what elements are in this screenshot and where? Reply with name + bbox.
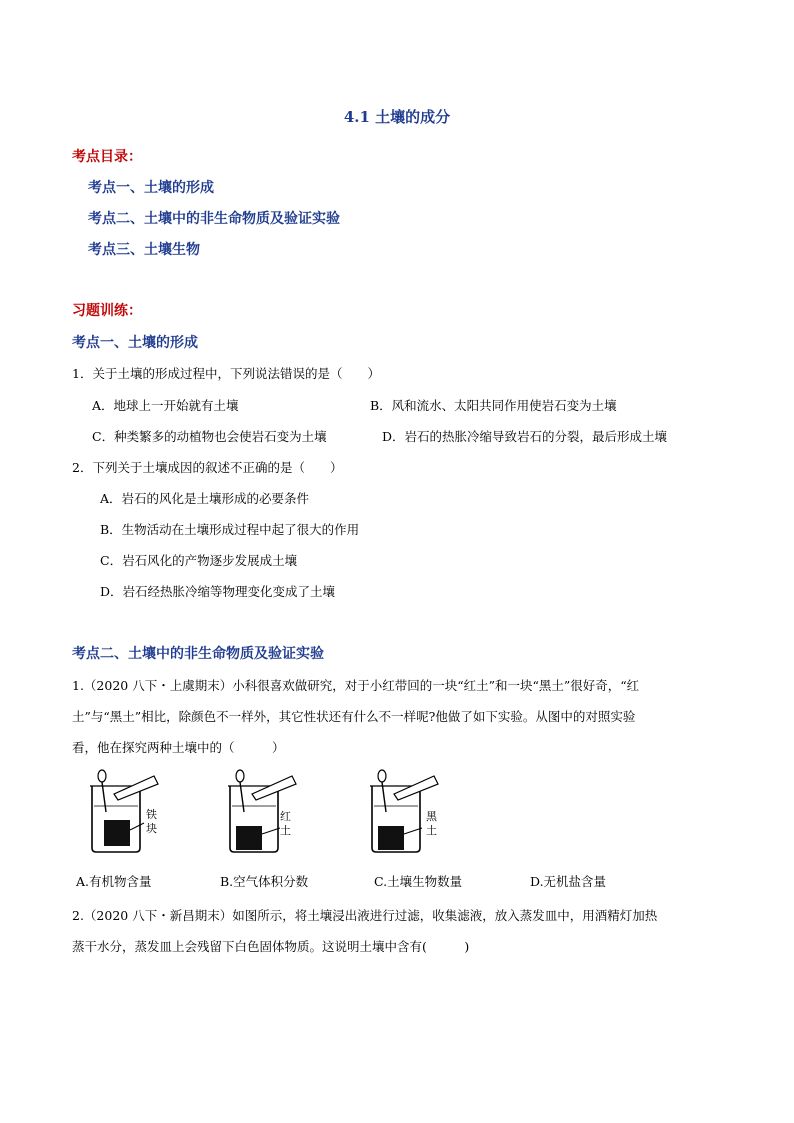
s1-q2-option-b: B．生物活动在土壤形成过程中起了很大的作用 — [100, 522, 360, 537]
s2-q1-option-b: B.空气体积分数 — [220, 874, 309, 889]
s2-q2-line-1: 2.（2020 八下・新昌期末）如图所示，将土壤浸出液进行过滤，收集滤液，放入蒸发皿中，用酒精灯加热 — [72, 908, 658, 923]
page-title: 4.1 土壤的成分 — [343, 108, 451, 126]
beaker-iron-figure — [84, 768, 174, 858]
beaker-black-soil-figure — [364, 768, 454, 858]
practice-heading: 习题训练： — [72, 303, 142, 319]
s2-q1-option-d: D.无机盐含量 — [530, 874, 607, 889]
figure1-label-top: 铁 — [146, 808, 157, 821]
figure3-label-bottom: 土 — [426, 824, 437, 837]
test-tube-icon — [252, 776, 296, 800]
black-soil-block-icon — [378, 826, 404, 850]
s1-q1-option-b: B．风和流水、太阳共同作用使岩石变为土壤 — [370, 398, 617, 413]
section1-heading: 考点一、土壤的形成 — [72, 335, 198, 351]
s2-q1-line-1: 1.（2020 八下・上虞期末）小科很喜欢做研究，对于小红带回的一块“红土”和一块“黑土”很好奇，“红 — [72, 678, 640, 693]
s2-q1-option-a: A.有机物含量 — [76, 874, 152, 889]
s2-q1-line-3: 看，他在探究两种土壤中的（ ） — [72, 740, 285, 755]
toc-item-3: 考点三、土壤生物 — [88, 242, 200, 258]
s1-q2-option-a: A．岩石的风化是土壤形成的必要条件 — [100, 491, 310, 506]
s1-q1-option-c: C．种类繁多的动植物也会使岩石变为土壤 — [92, 429, 327, 444]
s1-q1-option-a: A．地球上一开始就有土壤 — [92, 398, 239, 413]
iron-block-icon — [104, 820, 130, 846]
test-tube-icon — [394, 776, 438, 800]
section2-heading: 考点二、土壤中的非生命物质及验证实验 — [72, 646, 324, 662]
s1-q1-stem: 1．关于土壤的形成过程中，下列说法错误的是（ ） — [72, 366, 380, 381]
s2-q1-option-c: C.土壤生物数量 — [374, 874, 463, 889]
s1-q1-option-d: D．岩石的热胀冷缩导致岩石的分裂，最后形成土壤 — [382, 429, 668, 444]
s2-q2-line-2: 蒸干水分，蒸发皿上会残留下白色固体物质。这说明土壤中含有( ) — [72, 939, 470, 954]
figure2-label-bottom: 土 — [280, 824, 291, 837]
figure3-label-top: 黑 — [426, 810, 437, 823]
s1-q2-option-c: C．岩石风化的产物逐步发展成土壤 — [100, 553, 298, 568]
figure2-label-top: 红 — [280, 810, 291, 823]
s1-q2-stem: 2．下列关于土壤成因的叙述不正确的是（ ） — [72, 460, 343, 475]
s2-q1-line-2: 土”与“黑土”相比，除颜色不一样外，其它性状还有什么不一样呢?他做了如下实验。从图中的对照实验 — [72, 709, 636, 724]
beaker-red-soil-figure — [222, 768, 312, 858]
toc-item-2: 考点二、土壤中的非生命物质及验证实验 — [88, 211, 340, 227]
figure1-label-bottom: 块 — [146, 822, 157, 835]
test-tube-icon — [114, 776, 158, 800]
s1-q2-option-d: D．岩石经热胀冷缩等物理变化变成了土壤 — [100, 584, 336, 599]
red-soil-block-icon — [236, 826, 262, 850]
toc-item-1: 考点一、土壤的形成 — [88, 180, 214, 196]
toc-heading: 考点目录： — [72, 149, 142, 165]
